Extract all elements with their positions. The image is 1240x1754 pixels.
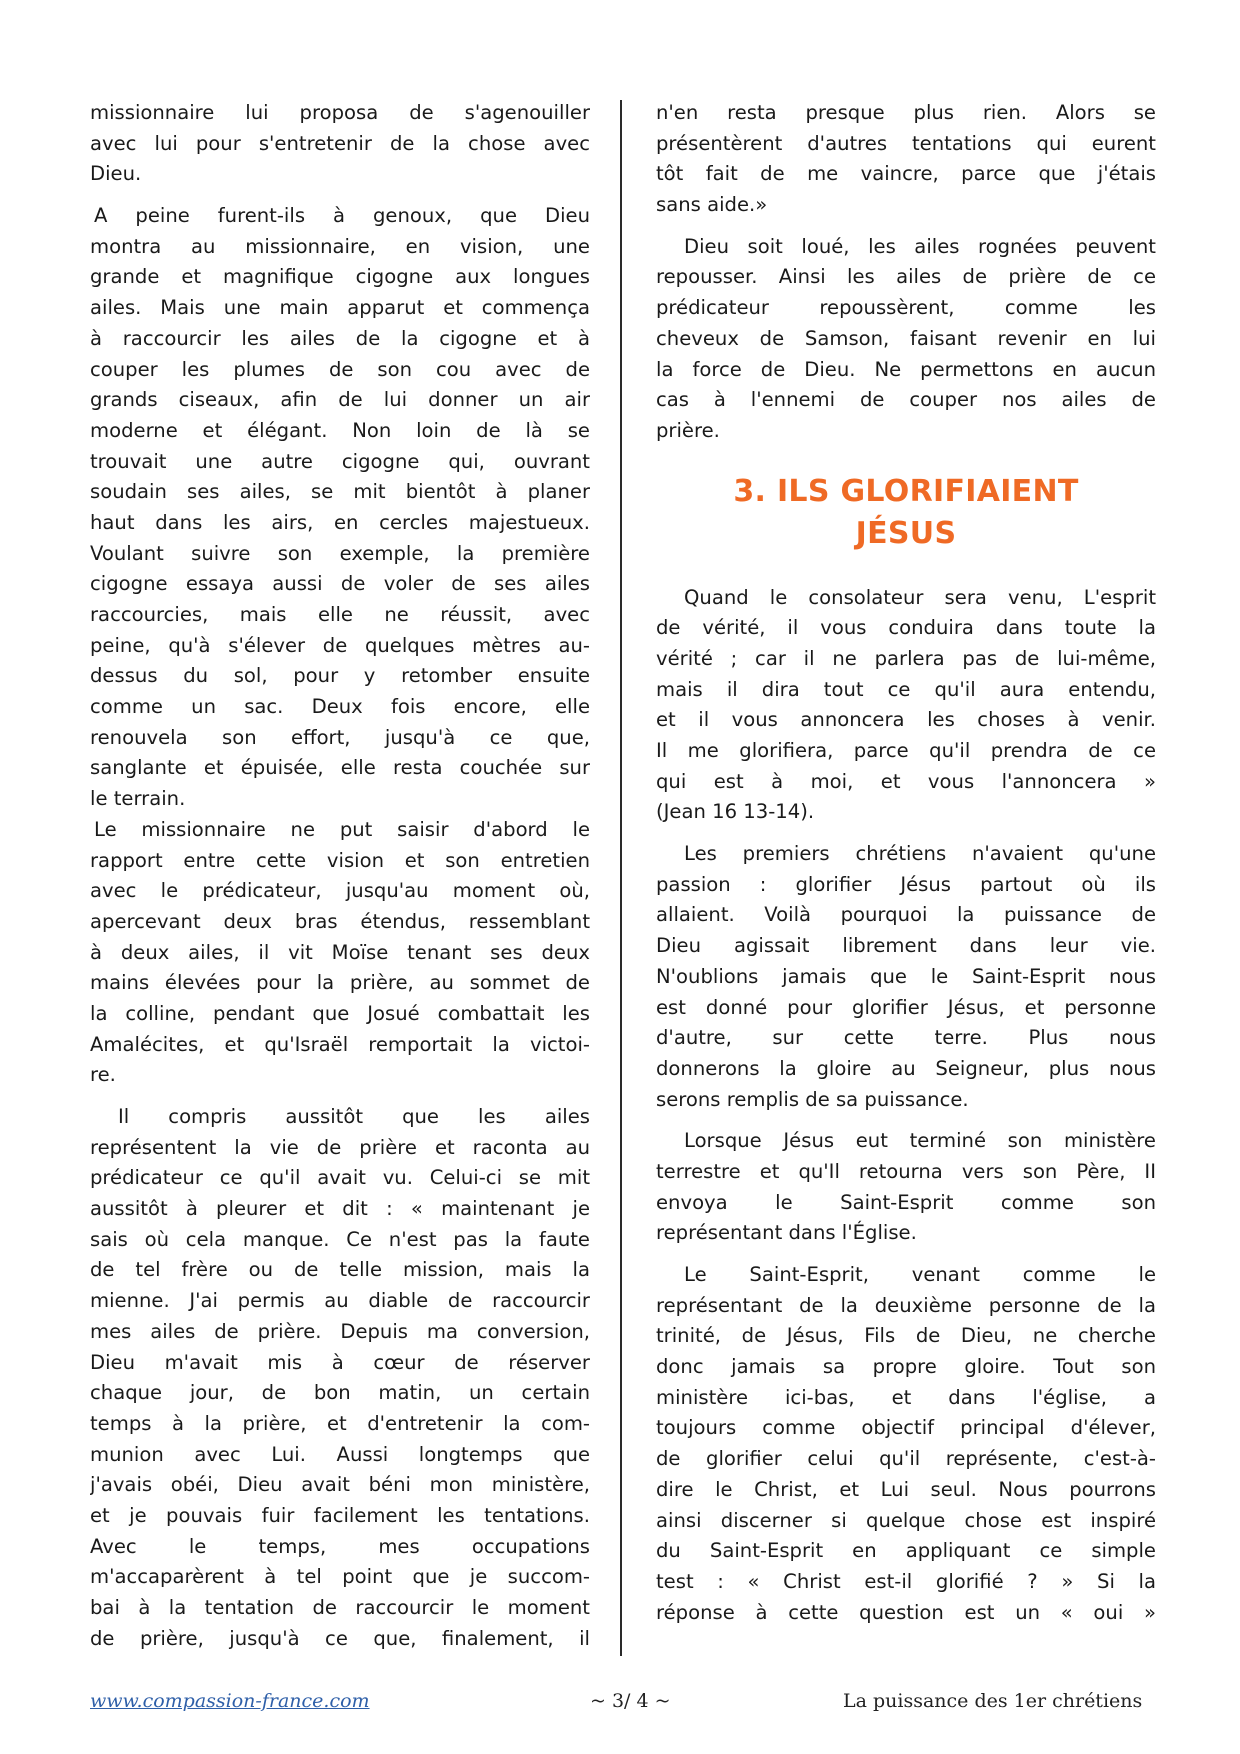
text-line: re. bbox=[90, 1063, 116, 1087]
text-line: Dieu. bbox=[90, 162, 142, 186]
paragraph bbox=[90, 98, 590, 190]
text-line: Amalécites, et qu'Israël remportait la victoi- bbox=[90, 1032, 590, 1056]
text-line: représentant dans l'Église. bbox=[656, 1221, 917, 1245]
text-line: terrestre et qu'Il retourna vers son Père, II bbox=[656, 1159, 1156, 1183]
paragraph bbox=[656, 1260, 1156, 1628]
text-line: missionnaire lui proposa de s'agenouiller bbox=[90, 101, 590, 124]
paragraph bbox=[656, 839, 1156, 1115]
text-line: montra au missionnaire, en vision, une bbox=[90, 234, 590, 258]
text-line: j'avais obéi, Dieu avait béni mon ministère, bbox=[90, 1473, 590, 1497]
text-line: mais il dira tout ce qu'il aura entendu, bbox=[656, 677, 1156, 701]
text-line: Lorsque Jésus eut terminé son ministère bbox=[684, 1129, 1156, 1153]
page-footer bbox=[0, 1690, 1240, 1720]
text-line: Le Saint-Esprit, venant comme le bbox=[684, 1263, 1156, 1286]
text-line: de tel frère ou de telle mission, mais la bbox=[90, 1258, 590, 1282]
text-line: ailes. Mais une main apparut et commença bbox=[90, 296, 590, 320]
text-line: dire le Christ, et Lui seul. Nous pourrons bbox=[656, 1477, 1156, 1501]
text-line: N'oublions jamais que le Saint-Esprit nous bbox=[656, 964, 1156, 988]
text-line: A peine furent-ils à genoux, que Dieu bbox=[94, 204, 590, 228]
text-line: présentèrent d'autres tentations qui eurent bbox=[656, 131, 1156, 155]
text-line: Voulant suivre son exemple, la première bbox=[90, 541, 590, 565]
text-line: Dieu m'avait mis à cœur de réserver bbox=[90, 1350, 590, 1374]
text-line: Dieu soit loué, les ailes rognées peuvent bbox=[684, 234, 1156, 258]
text-line: ministère ici-bas, et dans l'église, a bbox=[656, 1385, 1156, 1409]
text-line: test : « Christ est-il glorifié ? » Si la bbox=[656, 1569, 1156, 1593]
text-line: raccourcies, mais elle ne réussit, avec bbox=[90, 603, 590, 626]
text-line: la force de Dieu. Ne permettons en aucun bbox=[656, 357, 1156, 381]
text-line: d'autre, sur cette terre. Plus nous bbox=[656, 1026, 1156, 1050]
text-line: n'en resta presque plus rien. Alors se bbox=[656, 101, 1156, 124]
text-line: grande et magnifique cigogne aux longues bbox=[90, 265, 590, 289]
website-link[interactable]: www.compassion-france.com bbox=[90, 1690, 370, 1712]
text-line: Avec le temps, mes occupations bbox=[90, 1534, 590, 1558]
text-line: dessus du sol, pour y retomber ensuite bbox=[90, 664, 590, 688]
text-line: temps à la prière, et d'entretenir la com- bbox=[90, 1411, 590, 1435]
text-line: cas à l'ennemi de couper nos ailes de bbox=[656, 388, 1156, 412]
text-line: Dieu agissait librement dans leur vie. bbox=[656, 934, 1156, 958]
text-line: aussitôt à pleurer et dit : « maintenant je bbox=[90, 1197, 590, 1221]
text-line: la colline, pendant que Josué combattait les bbox=[90, 1001, 590, 1025]
paragraph bbox=[90, 201, 590, 815]
text-line: donnerons la gloire au Seigneur, plus nous bbox=[656, 1056, 1156, 1080]
text-line: renouvela son effort, jusqu'à ce que, bbox=[90, 725, 590, 749]
paragraph bbox=[90, 1102, 590, 1654]
text-line: le terrain. bbox=[90, 787, 186, 811]
text-line: Il compris aussitôt que les ailes bbox=[118, 1105, 590, 1128]
text-line: prédicateur ce qu'il avait vu. Celui-ci se mit bbox=[90, 1166, 590, 1190]
text-line: envoya le Saint-Esprit comme son bbox=[656, 1190, 1156, 1214]
text-line: est donné pour glorifier Jésus, et personne bbox=[656, 995, 1156, 1019]
text-line: sais où cela manque. Ce n'est pas la faute bbox=[90, 1227, 590, 1251]
text-line: représentant de la deuxième personne de la bbox=[656, 1293, 1156, 1317]
text-line: apercevant deux bras étendus, ressemblant bbox=[90, 909, 590, 933]
text-line: prière. bbox=[656, 418, 720, 442]
text-line: tôt fait de me vaincre, parce que j'étais bbox=[656, 162, 1156, 186]
right-column bbox=[656, 98, 1156, 1628]
text-line: à deux ailes, il vit Moïse tenant ses deux bbox=[90, 940, 590, 964]
text-line: cigogne essaya aussi de voler de ses ailes bbox=[90, 572, 590, 596]
text-line: peine, qu'à s'élever de quelques mètres au- bbox=[90, 633, 590, 657]
page-number: ~ 3/ 4 ~ bbox=[590, 1690, 671, 1712]
left-column bbox=[90, 98, 590, 1654]
text-line: mains élevées pour la prière, au sommet de bbox=[90, 971, 590, 995]
text-line: (Jean 16 13-14). bbox=[656, 800, 815, 824]
paragraph bbox=[656, 98, 1156, 221]
text-line: munion avec Lui. Aussi longtemps que bbox=[90, 1442, 590, 1466]
text-line: haut dans les airs, en cercles majestueux. bbox=[90, 510, 590, 534]
text-line: moderne et élégant. Non loin de là se bbox=[90, 418, 590, 442]
text-line: de glorifier celui qu'il représente, c'est-à- bbox=[656, 1447, 1156, 1471]
text-line: qui est à moi, et vous l'annoncera » bbox=[656, 769, 1156, 793]
text-line: serons remplis de sa puissance. bbox=[656, 1087, 969, 1111]
paragraph bbox=[656, 583, 1156, 829]
text-line: grands ciseaux, afin de lui donner un air bbox=[90, 388, 590, 412]
text-line: avec lui pour s'entretenir de la chose avec bbox=[90, 131, 590, 155]
text-line: repousser. Ainsi les ailes de prière de ce bbox=[656, 265, 1156, 289]
text-line: sans aide.» bbox=[656, 193, 768, 217]
text-line: représentent la vie de prière et raconta au bbox=[90, 1135, 590, 1159]
text-line: trouvait une autre cigogne qui, ouvrant bbox=[90, 449, 590, 473]
text-line: Les premiers chrétiens n'avaient qu'une bbox=[684, 842, 1156, 866]
text-line: Quand le consolateur sera venu, L'esprit bbox=[684, 585, 1156, 609]
text-line: allaient. Voilà pourquoi la puissance de bbox=[656, 903, 1156, 927]
text-line: Il me glorifiera, parce qu'il prendra de ce bbox=[656, 739, 1156, 762]
column-divider bbox=[620, 100, 622, 1656]
text-line: et je pouvais fuir facilement les tentations. bbox=[90, 1503, 590, 1527]
text-line: mes ailes de prière. Depuis ma conversion, bbox=[90, 1319, 590, 1343]
text-line: mienne. J'ai permis au diable de raccourcir bbox=[90, 1289, 590, 1313]
text-line: trinité, de Jésus, Fils de Dieu, ne cherche bbox=[656, 1324, 1156, 1348]
text-line: réponse à cette question est un « oui » bbox=[656, 1600, 1156, 1624]
text-line: de vérité, il vous conduira dans toute la bbox=[656, 616, 1156, 640]
document-title: La puissance des 1er chrétiens bbox=[843, 1690, 1143, 1712]
text-line: soudain ses ailes, se mit bientôt à planer bbox=[90, 480, 590, 504]
text-line: et il vous annoncera les choses à venir. bbox=[656, 708, 1156, 732]
section-heading-line-2: JÉSUS bbox=[855, 515, 957, 551]
text-line: passion : glorifier Jésus partout où ils bbox=[656, 872, 1156, 896]
section-heading bbox=[656, 471, 1156, 555]
text-line: Le missionnaire ne put saisir d'abord le bbox=[94, 817, 590, 841]
paragraph bbox=[656, 1126, 1156, 1249]
text-line: vérité ; car il ne parlera pas de lui-même, bbox=[656, 646, 1156, 670]
paragraph bbox=[656, 232, 1156, 447]
paragraph bbox=[90, 815, 590, 1091]
text-line: chaque jour, de bon matin, un certain bbox=[90, 1381, 590, 1405]
text-line: bai à la tentation de raccourcir le moment bbox=[90, 1596, 590, 1619]
text-line: à raccourcir les ailes de la cigogne et à bbox=[90, 326, 590, 350]
section-heading-line-1: 3. ILS GLORIFIAIENT bbox=[733, 473, 1079, 509]
text-line: couper les plumes de son cou avec de bbox=[90, 357, 590, 381]
text-line: comme un sac. Deux fois encore, elle bbox=[90, 695, 590, 719]
text-line: sanglante et épuisée, elle resta couchée sur bbox=[90, 756, 590, 780]
text-line: de prière, jusqu'à ce que, finalement, il bbox=[90, 1626, 590, 1650]
text-line: m'accaparèrent à tel point que je succom- bbox=[90, 1565, 590, 1589]
text-line: rapport entre cette vision et son entretien bbox=[90, 848, 590, 872]
text-line: cheveux de Samson, faisant revenir en lui bbox=[656, 326, 1156, 350]
text-line: donc jamais sa propre gloire. Tout son bbox=[656, 1355, 1156, 1379]
text-line: prédicateur repoussèrent, comme les bbox=[656, 296, 1156, 320]
text-line: ainsi discerner si quelque chose est inspiré bbox=[656, 1508, 1156, 1532]
text-line: toujours comme objectif principal d'élever, bbox=[656, 1416, 1156, 1440]
text-line: du Saint-Esprit en appliquant ce simple bbox=[656, 1539, 1156, 1563]
text-line: avec le prédicateur, jusqu'au moment où, bbox=[90, 879, 590, 903]
